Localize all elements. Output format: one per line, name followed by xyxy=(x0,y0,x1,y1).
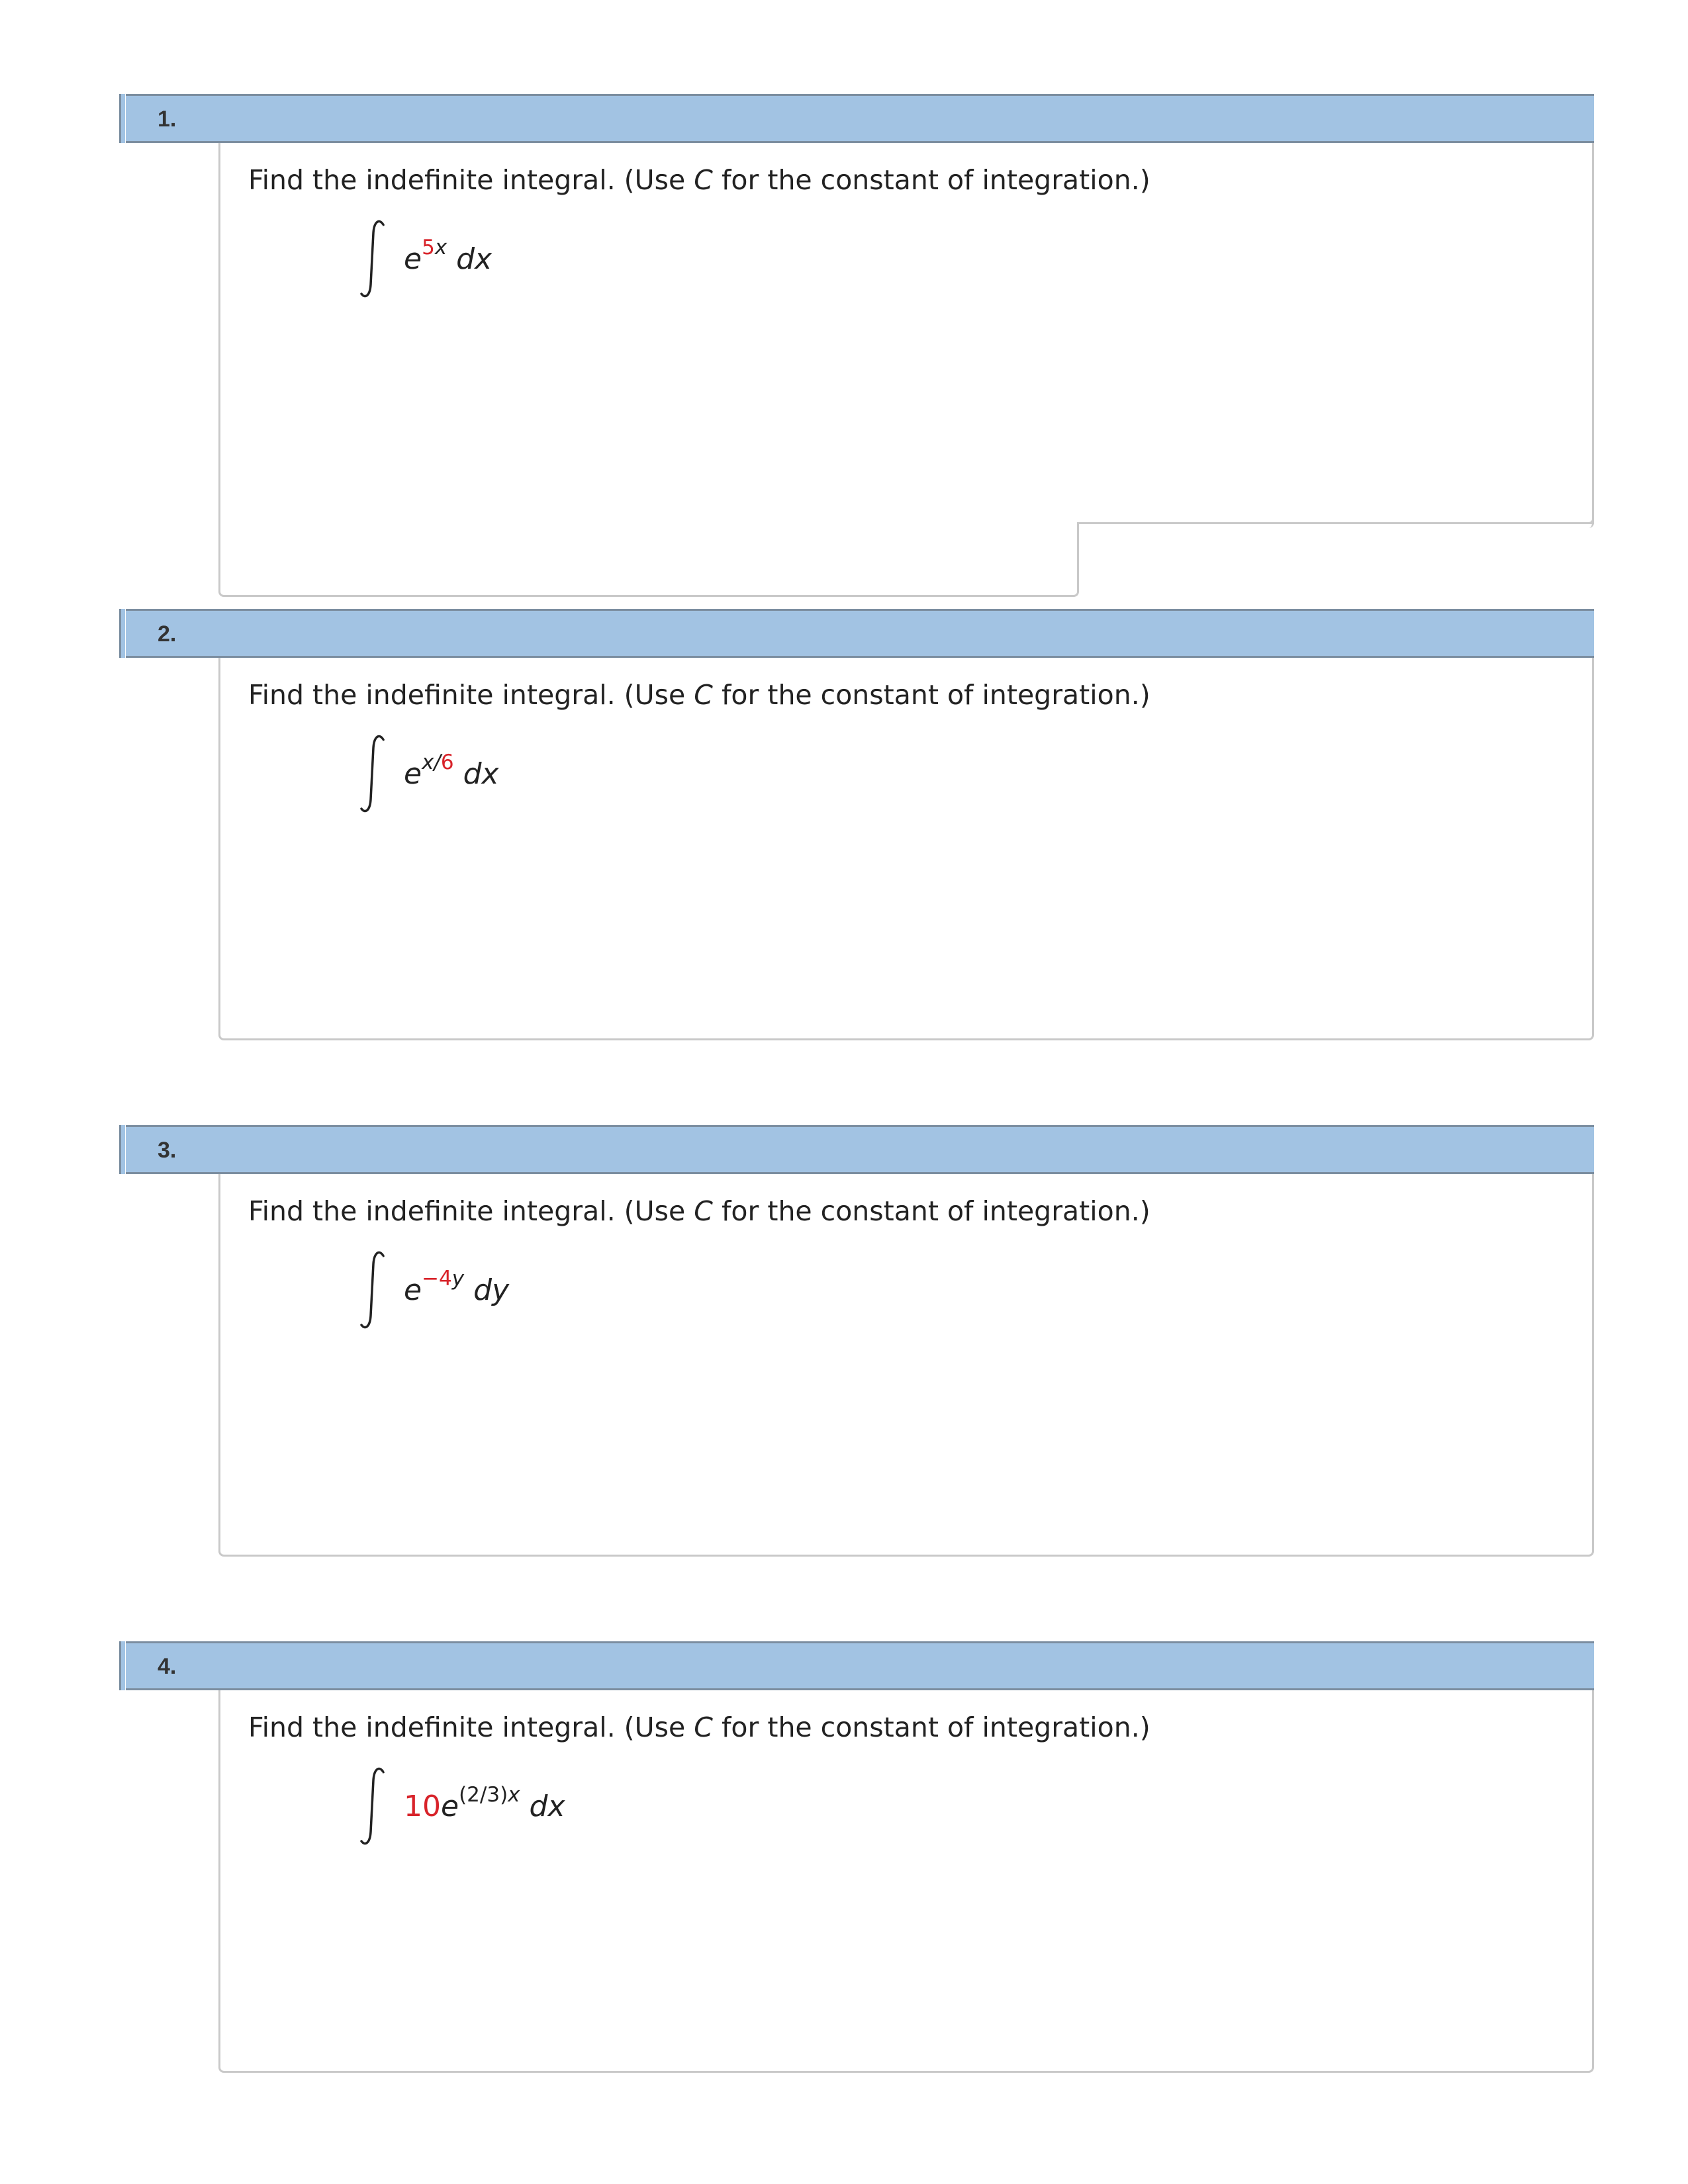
question-2-answer-area xyxy=(218,658,1594,1040)
exponent xyxy=(459,1783,520,1807)
exponent-red: 5 xyxy=(422,236,435,260)
exponent-variable: x xyxy=(508,1783,520,1807)
base: e xyxy=(404,1273,422,1307)
exponent-red: 6 xyxy=(440,751,454,775)
exponent-red: −4 xyxy=(422,1267,452,1291)
integral-sign-icon xyxy=(356,1250,389,1332)
constant-variable: C xyxy=(694,679,713,711)
question-3-answer-area xyxy=(218,1174,1594,1557)
exponent xyxy=(422,1267,464,1291)
exponent-variable: x xyxy=(434,236,447,260)
question-4-answer-area xyxy=(218,1690,1594,2073)
exponent xyxy=(422,236,447,259)
integrand xyxy=(404,1783,565,1823)
header-tab-edge xyxy=(119,1641,125,1690)
prompt-text-start: Find the indefinite integral. (Use xyxy=(248,164,694,196)
prompt-text-end: for the constant of integration.) xyxy=(712,1711,1150,1743)
header-tab-edge xyxy=(119,94,125,143)
integral-sign-icon xyxy=(356,733,389,815)
question-prompt xyxy=(248,1195,1150,1227)
prompt-text-start: Find the indefinite integral. (Use xyxy=(248,1711,694,1743)
header-tab-edge xyxy=(119,1125,125,1174)
exponent-variable: y xyxy=(451,1267,465,1291)
prompt-text-end: for the constant of integration.) xyxy=(712,1195,1150,1227)
question-1-answer-area xyxy=(218,143,1594,528)
integral-sign-icon xyxy=(356,1766,389,1848)
constant-variable: C xyxy=(694,1711,713,1743)
integrand xyxy=(404,751,499,791)
question-1-header xyxy=(126,94,1594,143)
base: e xyxy=(441,1790,459,1823)
base: e xyxy=(404,242,422,276)
question-number: 2. xyxy=(158,621,177,647)
differential: dx xyxy=(463,757,499,791)
question-number: 4. xyxy=(158,1654,177,1679)
question-4-header xyxy=(126,1641,1594,1690)
header-tab-edge xyxy=(119,609,125,658)
integral-sign-icon xyxy=(356,218,389,300)
integrand xyxy=(404,1267,510,1307)
question-prompt xyxy=(248,1711,1150,1743)
prompt-text-end: for the constant of integration.) xyxy=(712,164,1150,196)
constant-variable: C xyxy=(694,1195,713,1227)
constant-variable: C xyxy=(694,164,713,196)
question-1-answer-area-lower xyxy=(218,523,1079,597)
base: e xyxy=(404,757,422,791)
question-prompt xyxy=(248,164,1150,196)
question-number: 1. xyxy=(158,107,177,132)
question-2-header xyxy=(126,609,1594,658)
differential: dx xyxy=(456,242,492,276)
coefficient: 10 xyxy=(404,1790,441,1823)
prompt-text-start: Find the indefinite integral. (Use xyxy=(248,1195,694,1227)
exponent-black: x/ xyxy=(422,751,441,775)
question-prompt xyxy=(248,679,1150,711)
differential: dx xyxy=(529,1790,565,1823)
prompt-text-end: for the constant of integration.) xyxy=(712,679,1150,711)
integrand xyxy=(404,236,492,276)
prompt-text-start: Find the indefinite integral. (Use xyxy=(248,679,694,711)
question-3-header xyxy=(126,1125,1594,1174)
exponent xyxy=(422,751,454,774)
differential: dy xyxy=(473,1273,510,1307)
question-number: 3. xyxy=(158,1138,177,1163)
question-1-answer-area-right-bottom xyxy=(1077,516,1594,524)
exponent-black: (2/3) xyxy=(459,1783,508,1807)
